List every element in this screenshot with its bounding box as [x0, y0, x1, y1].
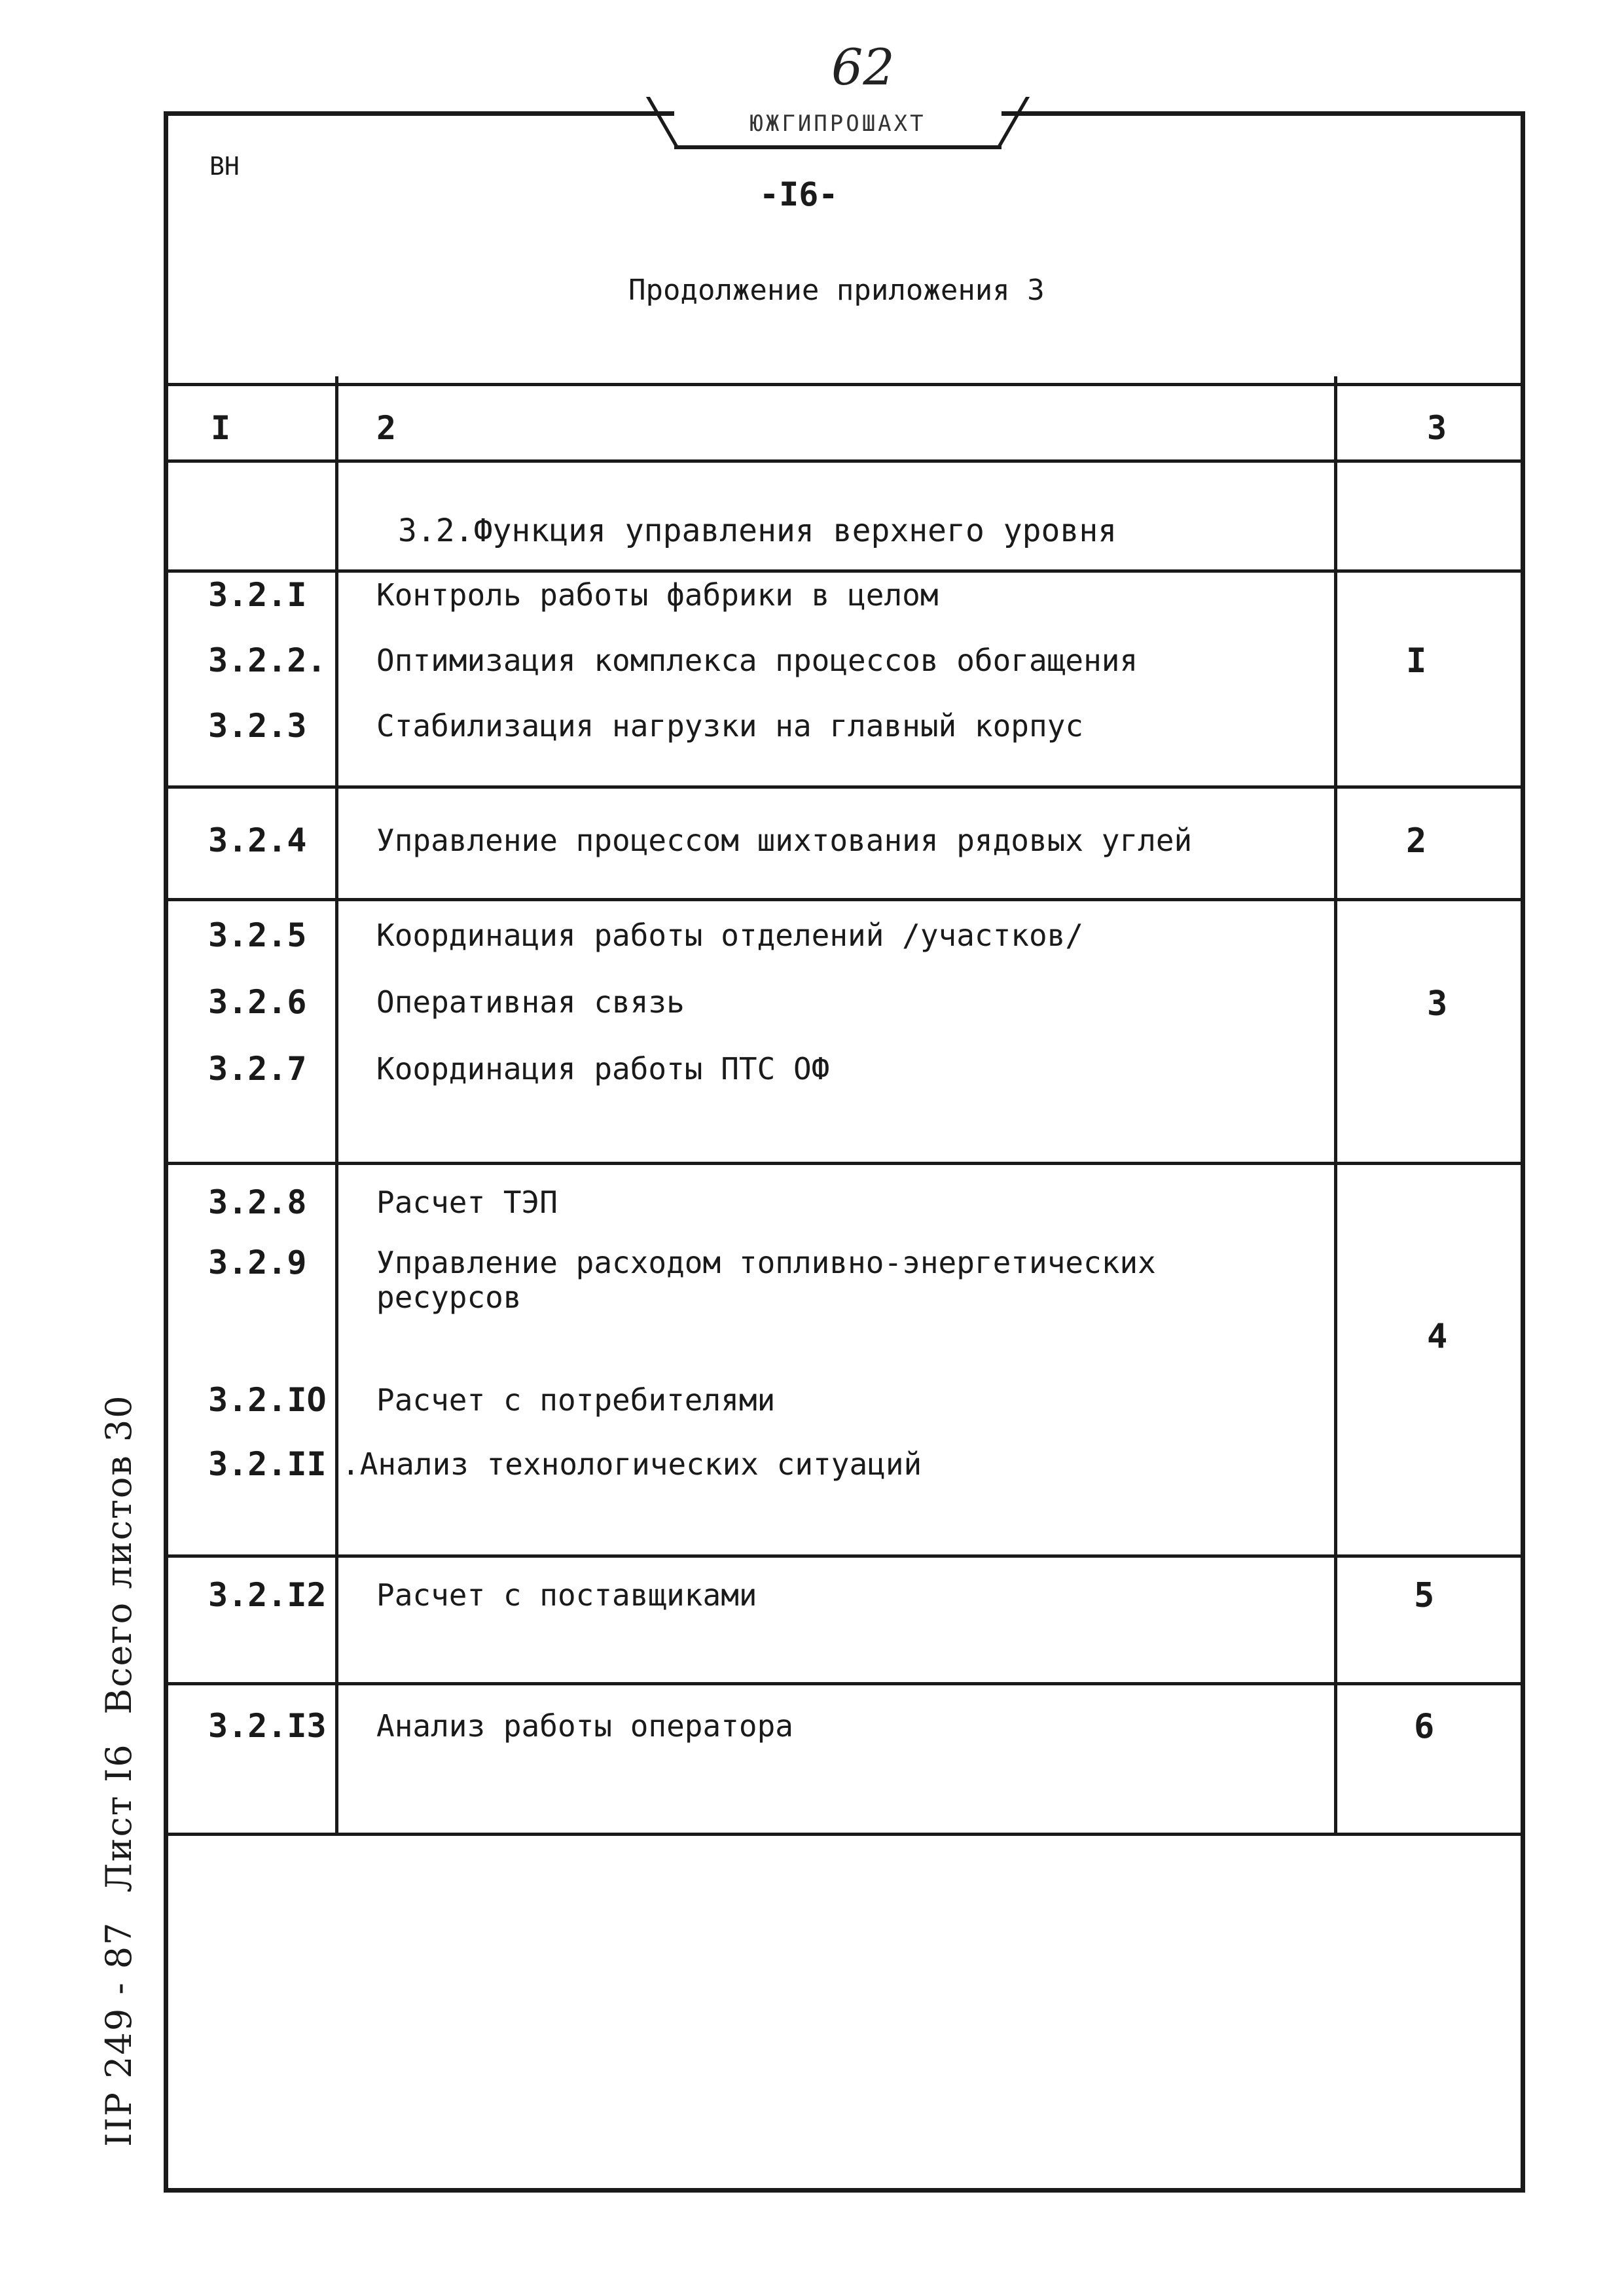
table-bottom-border: [164, 1833, 1525, 1836]
row-text: Контроль работы фабрики в целом: [376, 577, 939, 613]
row-number: 3.2.I2: [208, 1576, 327, 1614]
row-number: 3.2.6: [208, 983, 307, 1021]
document-frame: [164, 111, 1525, 2193]
row-text: .Анализ технологических ситуаций: [342, 1446, 922, 1482]
group-2-bottom-border: [164, 898, 1525, 901]
group-number: 5: [1414, 1576, 1435, 1615]
row-text: Координация работы отделений /участков/: [376, 918, 1084, 953]
group-number: 2: [1406, 821, 1427, 861]
group-5-bottom-border: [164, 1682, 1525, 1685]
handwritten-page-number: 62: [831, 38, 895, 96]
row-text: Расчет ТЭП: [376, 1185, 558, 1220]
group-number: 3: [1427, 984, 1448, 1024]
row-number: 3.2.3: [208, 707, 307, 745]
heading-bottom-border: [164, 569, 1525, 573]
row-number: 3.2.I: [208, 576, 307, 614]
sheet-side-note: [98, 1365, 139, 2147]
group-number: 4: [1427, 1317, 1448, 1356]
section-heading: 3.2.Функция управления верхнего уровня: [398, 512, 1117, 549]
row-number: 3.2.I3: [208, 1707, 327, 1745]
header-bottom-border: [164, 459, 1525, 463]
column-header-2: 2: [376, 409, 397, 447]
table-top-border: [164, 383, 1525, 386]
corner-code: ВН: [209, 152, 240, 181]
column-divider-2: [1334, 376, 1337, 1836]
row-text: Управление процессом шихтования рядовых углей: [376, 823, 1193, 858]
page-number: -I6-: [759, 175, 839, 213]
row-text: Координация работы ПТС ОФ: [376, 1051, 830, 1086]
group-number: I: [1406, 641, 1427, 681]
row-number: 3.2.5: [208, 916, 307, 954]
row-number: 3.2.7: [208, 1050, 307, 1088]
row-text: Оперативная связь: [376, 984, 685, 1020]
group-3-bottom-border: [164, 1162, 1525, 1165]
column-header-3: 3: [1427, 409, 1447, 447]
row-number: 3.2.IO: [208, 1381, 327, 1419]
row-text: Оптимизация комплекса процессов обогащения: [376, 643, 1138, 678]
row-number: 3.2.9: [208, 1244, 307, 1282]
row-text: Расчет с потребителями: [376, 1382, 776, 1418]
row-number: 3.2.8: [208, 1183, 307, 1221]
sheet-number: Лист I6: [98, 1743, 139, 1893]
column-divider-1: [335, 376, 338, 1836]
row-text: Управление расходом топливно-энергетических: [376, 1245, 1156, 1280]
row-text: Анализ работы оператора: [376, 1708, 793, 1744]
organization-stamp: ЮЖГИПРОШАХТ: [674, 103, 1001, 149]
group-4-bottom-border: [164, 1554, 1525, 1558]
row-number: 3.2.4: [208, 821, 307, 859]
row-text: Стабилизация нагрузки на главный корпус: [376, 708, 1084, 744]
column-header-1: I: [211, 409, 231, 447]
row-number: 3.2.II: [208, 1445, 327, 1483]
row-number: 3.2.2.: [208, 641, 327, 679]
page-title: Продолжение приложения 3: [628, 274, 1045, 307]
row-text: Расчет с поставщиками: [376, 1577, 757, 1613]
document-code: IIP 249 - 87: [98, 1921, 139, 2147]
group-number: 6: [1414, 1707, 1435, 1746]
total-sheets: Всего листов 30: [98, 1394, 139, 1715]
group-1-bottom-border: [164, 785, 1525, 789]
row-text-continued: ресурсов: [376, 1280, 522, 1315]
